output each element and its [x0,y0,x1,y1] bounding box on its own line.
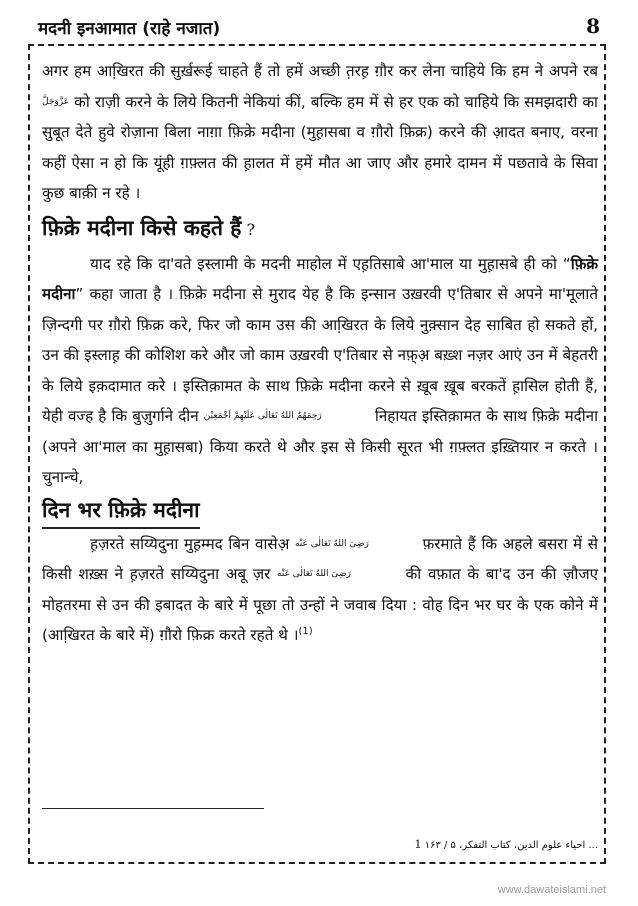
website-watermark: www.dawateislami.net [497,884,606,896]
para3-part-c: की वफ़ात के बा'द उन की ज़ौजए मोहतरमा से उन की इबादत के बारे में पूछा तो उन्हों ने जवाब दिया : वोह दिन भर घर के एक कोने में (आखि़रत के बारे में) ग़ौरो फ़िक्र करते रहते थे । [42,565,598,644]
footnote-marker: (1) [298,625,313,637]
page-body [42,56,598,651]
heading1-question-mark: ? [241,219,256,239]
footnote-number: 1 [414,838,422,851]
para1-text: अगर हम आखि़रत की सुर्ख़रूई चाहते हैं तो हमें अच्छी त़रह़ ग़ौर कर लेना चाहिये कि हम ने अपने रब [42,62,598,80]
page-header [28,14,614,42]
para1-continued: को राज़ी करने के लिये कितनी नेकियां कीं, बल्कि हम में से हर एक को चाहिये कि समझदारी का सुबूत देते हुवे रोज़ाना बिला नाग़ा फ़िक्रे मदीना (मुह़ासबा व ग़ौरो फ़िक्र) करने की आ़दत बनाए, वरना कहीं ऐसा न हो कि यूंही ग़फ़्लत की ह़ालत में हमें मौत आ जाए और हमारे दामन में पछतावे के सिवा कुछ बाक़ी न रहे । [42,92,598,202]
footnote [42,838,598,851]
footnote-separator [42,808,264,809]
arabic-honorific: رَحِمَهُمُ اللهُ تَعَالٰی عَلَیْهِمْ اَجْمَعِیْن [203,411,322,421]
running-title: मदनी इनआमात (राहे नजात) [38,19,221,39]
section-heading-din-bhar: दिन भर फ़िक्रे मदीना [42,493,200,529]
section-heading-what-is-fikre-madina [42,209,598,249]
para2-part-b: ” कहा जाता है । फ़िक्रे मदीना से मुराद येह है कि इन्सान उख़रवी ए'तिबार से अपने मा'मूलाते ज़िन्दगी पर ग़ौरो फ़िक्र करे, फिर जो काम उस की आखि़रत के लिये नुक़्सान देह साबित हो सकते हों, उन की इस्लाह़ की कोशिश करे और जो काम उख़रवी ए'तिबार से नफ़्अ़ बख़्श नज़र आएं उन में बेहतरी के लिये इक़दामात करे । इस्तिक़ामत के साथ फ़िक्रे मदीना करने से ख़ूब ख़ूब बरकतें ह़ासिल होती हैं, येही वज्ह है कि बुज़ुर्गाने दीन [42,285,598,425]
arabic-honorific: رَضِیَ اللهُ تَعَالٰی عَنْه [277,569,351,579]
footnote-text: ... احیاء علوم الدین، کتاب التفکر، ۵ / ۱۶۳ [424,840,598,851]
para3-part-b: फ़रमाते हैं कि अहले बसरा में से किसी शख़्स ने ह़ज़रते सय्यिदुना अबू ज़र [42,534,599,583]
heading1-text: फ़िक्रे मदीना किसे कहते हैं [42,214,242,240]
paragraph-definition [42,249,598,493]
para2-part-c: निहायत इस्तिक़ामत के साथ फ़िक्रे मदीना (अपने आ'माल का मुह़ासबा) किया करते थे और इस से किसी सूरत भी ग़फ़्लत इख़्तियार न करते । चुनान्चे, [42,407,599,486]
paragraph-narration [42,529,598,651]
arabic-honorific: رَضِیَ اللهُ تَعَالٰی عَنْه [294,538,369,549]
term-fikre-madina: फ़िक्रे मदीना [42,254,598,303]
page-number: 8 [586,14,600,38]
para2-part-a: याद रहे कि दा'वते इस्लामी के मदनी माहोल में एह़तिसाबे आ'माल या मुह़ासबे ही को “ [90,254,571,273]
para3-part-a: ह़ज़रते सय्यिदुना मुह़म्मद बिन वासेअ़ [90,534,290,553]
arabic-honorific: عَزَّوَجَلَّ [42,96,70,107]
paragraph-intro [42,56,598,209]
